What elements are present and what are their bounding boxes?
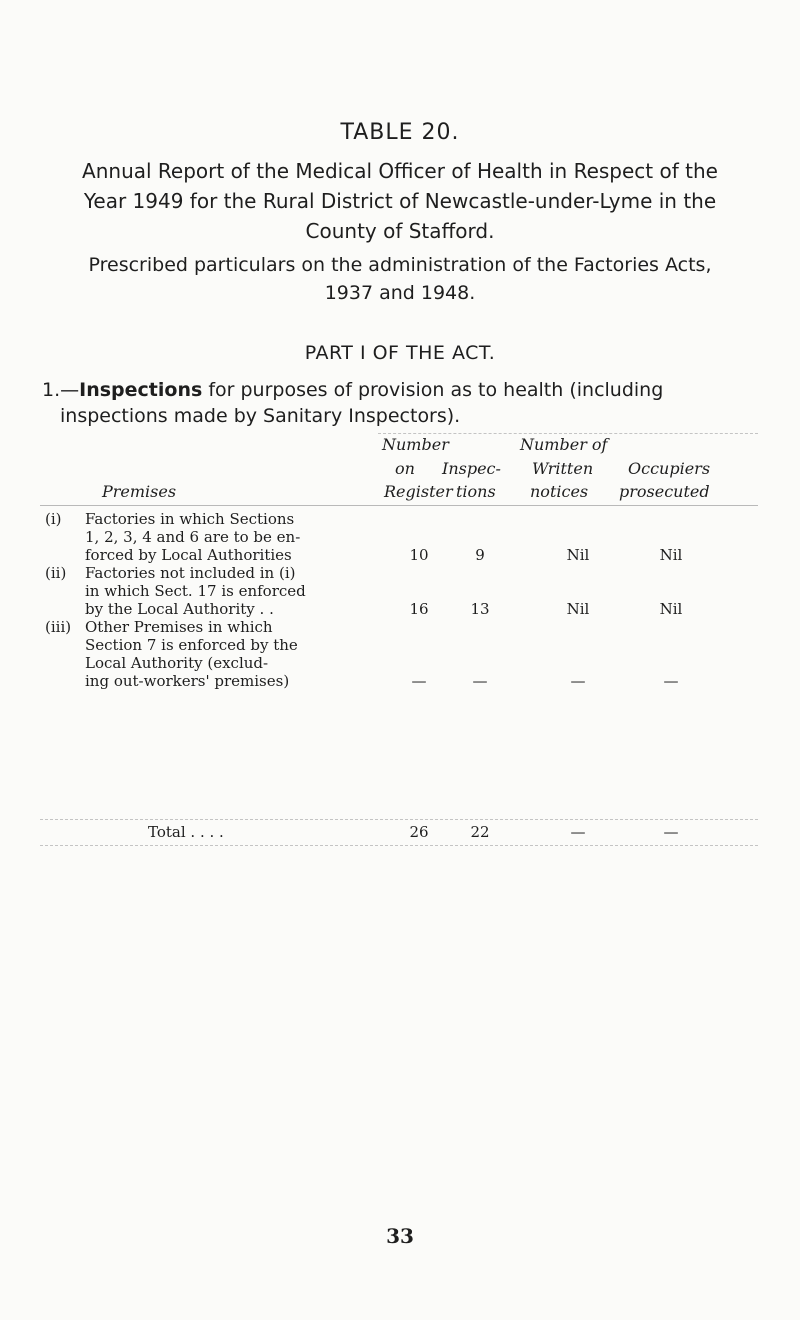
header-inspections-line-1: Inspec- (442, 459, 501, 478)
row-description-line: by the Local Authority . . (85, 600, 274, 618)
cell-notices: Nil (566, 600, 590, 618)
row-description-line: Factories not included in (i) (85, 564, 296, 582)
row-description-line: 1, 2, 3, 4 and 6 are to be en- (85, 528, 301, 546)
cell-prosecuted: — (663, 672, 679, 690)
row-description-line: in which Sect. 17 is enforced (85, 582, 306, 600)
table-row (45, 618, 375, 696)
total-label: Total . . . . (148, 823, 224, 841)
header-inspections-line-2: tions (456, 482, 496, 501)
header-notices: notices (530, 482, 589, 501)
row-numeral: (iii) (45, 618, 72, 636)
row-numeral: (i) (45, 510, 62, 528)
header-number-of: Number of (520, 435, 608, 454)
section-line-2: inspections made by Sanitary Inspectors). (60, 405, 461, 427)
header-register: Register (384, 482, 453, 501)
table-title: TABLE 20. (340, 120, 460, 145)
row-description-line: forced by Local Authorities (85, 546, 292, 564)
section-line-1-rest: for purposes of provision as to health (including (202, 379, 664, 401)
total-bottom-rule (40, 845, 758, 846)
row-description-line: Factories in which Sections (85, 510, 295, 528)
row-description-line: Local Authority (exclud- (85, 654, 269, 672)
cell-register: — (411, 672, 427, 690)
section-line-1 (42, 377, 757, 403)
cell-register: 10 (409, 546, 429, 564)
cell-register: 16 (409, 600, 429, 618)
row-description (85, 618, 365, 690)
header-written: Written (532, 459, 594, 478)
header-occupiers: Occupiers (628, 459, 711, 478)
row-description (85, 564, 365, 618)
page-number: 33 (386, 1224, 414, 1248)
table-row (45, 510, 375, 570)
row-description-line: ing out-workers' premises) (85, 672, 290, 690)
report-title-line-1: Annual Report of the Medical Officer of Health in Respect of the (82, 159, 718, 183)
section-bold-text: Inspections (79, 379, 203, 401)
total-inspections: 22 (470, 823, 490, 841)
header-bottom-rule (40, 505, 758, 506)
table-row (45, 564, 375, 624)
row-description-line: Section 7 is enforced by the (85, 636, 298, 654)
cell-inspections: 9 (475, 546, 485, 564)
report-title (50, 156, 750, 246)
report-title-line-3: County of Stafford. (305, 219, 495, 243)
total-top-rule (40, 819, 758, 820)
row-numeral: (ii) (45, 564, 67, 582)
cell-notices: — (570, 672, 586, 690)
part-heading: PART I OF THE ACT. (304, 342, 496, 364)
prescribed-particulars (50, 251, 750, 307)
row-description (85, 510, 365, 564)
section-number: 1.— (42, 379, 80, 401)
row-description-line: Other Premises in which (85, 618, 273, 636)
report-title-line-2: Year 1949 for the Rural District of Newcastle-under-Lyme in the (83, 189, 717, 213)
header-number-line-1: Number (382, 435, 449, 454)
header-on: on (395, 459, 415, 478)
total-register: 26 (409, 823, 429, 841)
cell-prosecuted: Nil (659, 546, 683, 564)
table-top-rule (378, 433, 758, 434)
header-prosecuted: prosecuted (619, 482, 710, 501)
section-heading (42, 377, 757, 429)
total-notices: — (570, 823, 586, 841)
prescribed-line-2: 1937 and 1948. (324, 282, 476, 304)
cell-notices: Nil (566, 546, 590, 564)
header-premises: Premises (102, 482, 177, 501)
prescribed-line-1: Prescribed particulars on the administration of the Factories Acts, (88, 254, 712, 276)
cell-inspections: — (472, 672, 488, 690)
cell-prosecuted: Nil (659, 600, 683, 618)
total-prosecuted: — (663, 823, 679, 841)
cell-inspections: 13 (470, 600, 490, 618)
